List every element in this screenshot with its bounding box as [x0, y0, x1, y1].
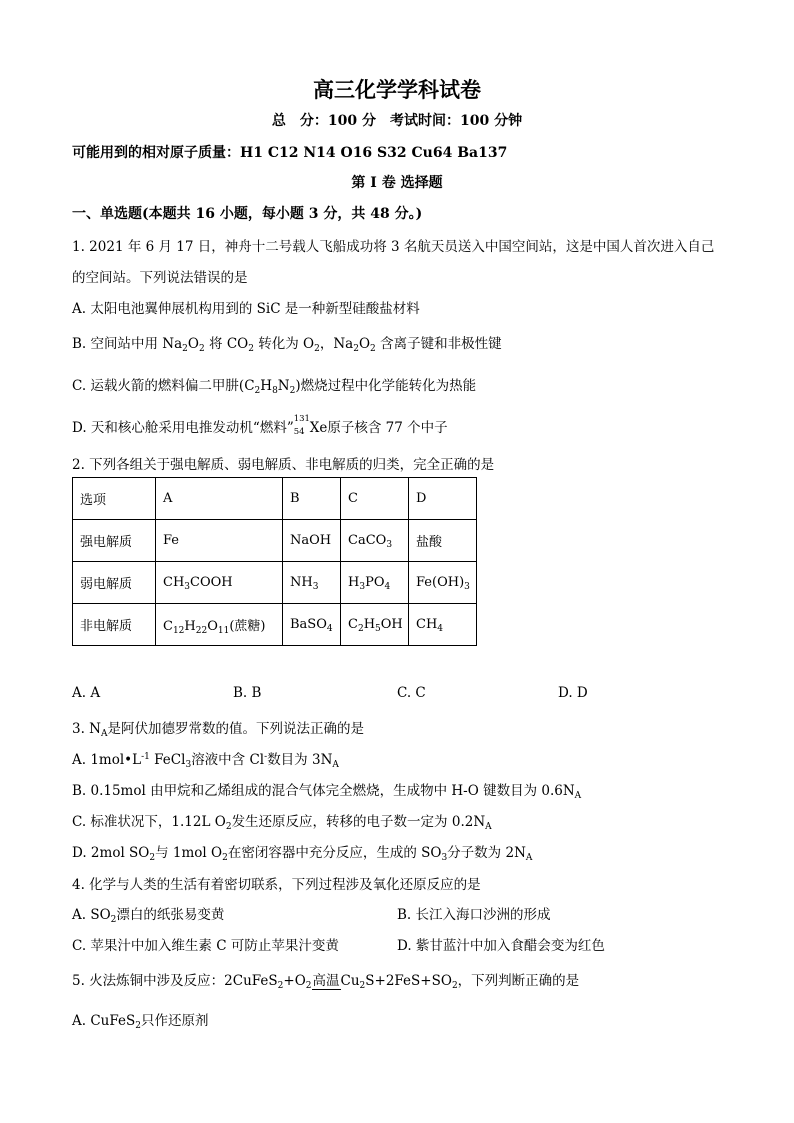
- table-cell: $Fe(OH)_3$: [409, 562, 477, 604]
- q3-stem: 3. $N_A$是阿伏加德罗常数的值。下列说法正确的是: [72, 721, 364, 739]
- row-label: 非电解质: [73, 604, 156, 646]
- q1-stem-line2: 的空间站。下列说法错误的是: [72, 270, 248, 286]
- table-cell: $NH_3$: [283, 562, 341, 604]
- q2-option-c: C. C: [397, 685, 426, 701]
- q5-option-a: A. CuFeS$_2$只作还原剂: [72, 1013, 209, 1031]
- row-label: 强电解质: [73, 520, 156, 562]
- table-cell: BaSO$_4$: [283, 604, 341, 646]
- q4-option-c: C. 苹果汁中加入维生素 C 可防止苹果汁变黄: [72, 938, 339, 954]
- row-label: 弱电解质: [73, 562, 156, 604]
- table-cell: 盐酸: [409, 520, 477, 562]
- exam-title: 高三化学学科试卷: [313, 77, 481, 102]
- section-title: 一、单选题(本题共 16 小题，每小题 3 分，共 48 分。): [72, 206, 423, 222]
- table-cell: $C_2H_5OH$: [341, 604, 409, 646]
- reaction-condition: 高温: [312, 973, 340, 989]
- q1-option-c: C. 运载火箭的燃料偏二甲肼$(C_2H_8N_2)$燃烧过程中化学能转化为热能: [72, 378, 477, 396]
- electrolyte-table: [72, 477, 477, 646]
- part-title: 第 I 卷 选择题: [351, 175, 443, 191]
- q3-option-a: A. $1mol•L^{-1}$ FeCl$_3$溶液中含 Cl-数目为 $3N_A$: [72, 752, 339, 770]
- atomic-masses: 可能用到的相对原子质量：H1 C12 N14 O16 S32 Cu64 Ba137: [72, 145, 508, 161]
- q1-stem-line1: 1. 2021 年 6 月 17 日，神舟十二号载人飞船成功将 3 名航天员送入中国空间站，这是中国人首次进入自己: [72, 239, 715, 255]
- q1-option-d: D. 天和核心舱采用电推发动机“燃料” 131 54 Xe原子核含 77 个中子: [72, 414, 448, 437]
- table-cell: NaOH: [283, 520, 341, 562]
- table-row: [73, 604, 477, 646]
- table-header-cell: B: [283, 478, 341, 520]
- table-cell: $CH_3COOH$: [156, 562, 283, 604]
- q4-option-a: A. $SO_2$漂白的纸张易变黄: [72, 907, 225, 925]
- q2-stem: 2. 下列各组关于强电解质、弱电解质、非电解质的归类，完全正确的是: [72, 457, 495, 473]
- table-row: [73, 478, 477, 520]
- q2-option-d: D. D: [558, 685, 588, 701]
- table-cell: $C_{12}H_{22}O_{11}$(蔗糖): [156, 604, 283, 646]
- table-row: [73, 562, 477, 604]
- q4-option-b: B. 长江入海口沙洲的形成: [397, 907, 551, 923]
- table-header-cell: D: [409, 478, 477, 520]
- table-row: [73, 520, 477, 562]
- q4-option-d: D. 紫甘蓝汁中加入食醋会变为红色: [397, 938, 605, 954]
- q1-option-a: A. 太阳电池翼伸展机构用到的 SiC 是一种新型硅酸盐材料: [72, 301, 420, 317]
- q5-stem: 5. 火法炼铜中涉及反应：$2CuFeS_2+O_2$高温$Cu_2S+2FeS+SO_2$，下列判断正确的是: [72, 973, 580, 991]
- table-cell: $H_3PO_4$: [341, 562, 409, 604]
- xenon-isotope: 131 54: [293, 414, 310, 437]
- q1-option-b: B. 空间站中用 $Na_2O_2$ 将 $CO_2$ 转化为 $O_2$，$Na_2O_2$ 含离子键和非极性键: [72, 336, 502, 354]
- table-cell: CaCO$_3$: [341, 520, 409, 562]
- table-header-cell: 选项: [73, 478, 156, 520]
- table-header-cell: C: [341, 478, 409, 520]
- table-cell: Fe: [156, 520, 283, 562]
- table-header-cell: A: [156, 478, 283, 520]
- exam-score-time: 总 分：100 分 考试时间：100 分钟: [271, 113, 523, 129]
- q3-option-b: B. 0.15mol 由甲烷和乙烯组成的混合气体完全燃烧，生成物中 H-O 键数目为 $0.6N_A$: [72, 783, 582, 801]
- q3-option-d: D. 2mol $SO_2$与 1mol $O_2$在密闭容器中充分反应，生成的 $SO_3$分子数为 $2N_A$: [72, 845, 533, 863]
- q3-option-c: C. 标准状况下，1.12L $O_2$发生还原反应，转移的电子数一定为 $0.2N_A$: [72, 814, 492, 832]
- q2-option-b: B. B: [233, 685, 262, 701]
- q2-option-a: A. A: [72, 685, 101, 701]
- q4-stem: 4. 化学与人类的生活有着密切联系，下列过程涉及氧化还原反应的是: [72, 877, 481, 893]
- table-cell: $CH_4$: [409, 604, 477, 646]
